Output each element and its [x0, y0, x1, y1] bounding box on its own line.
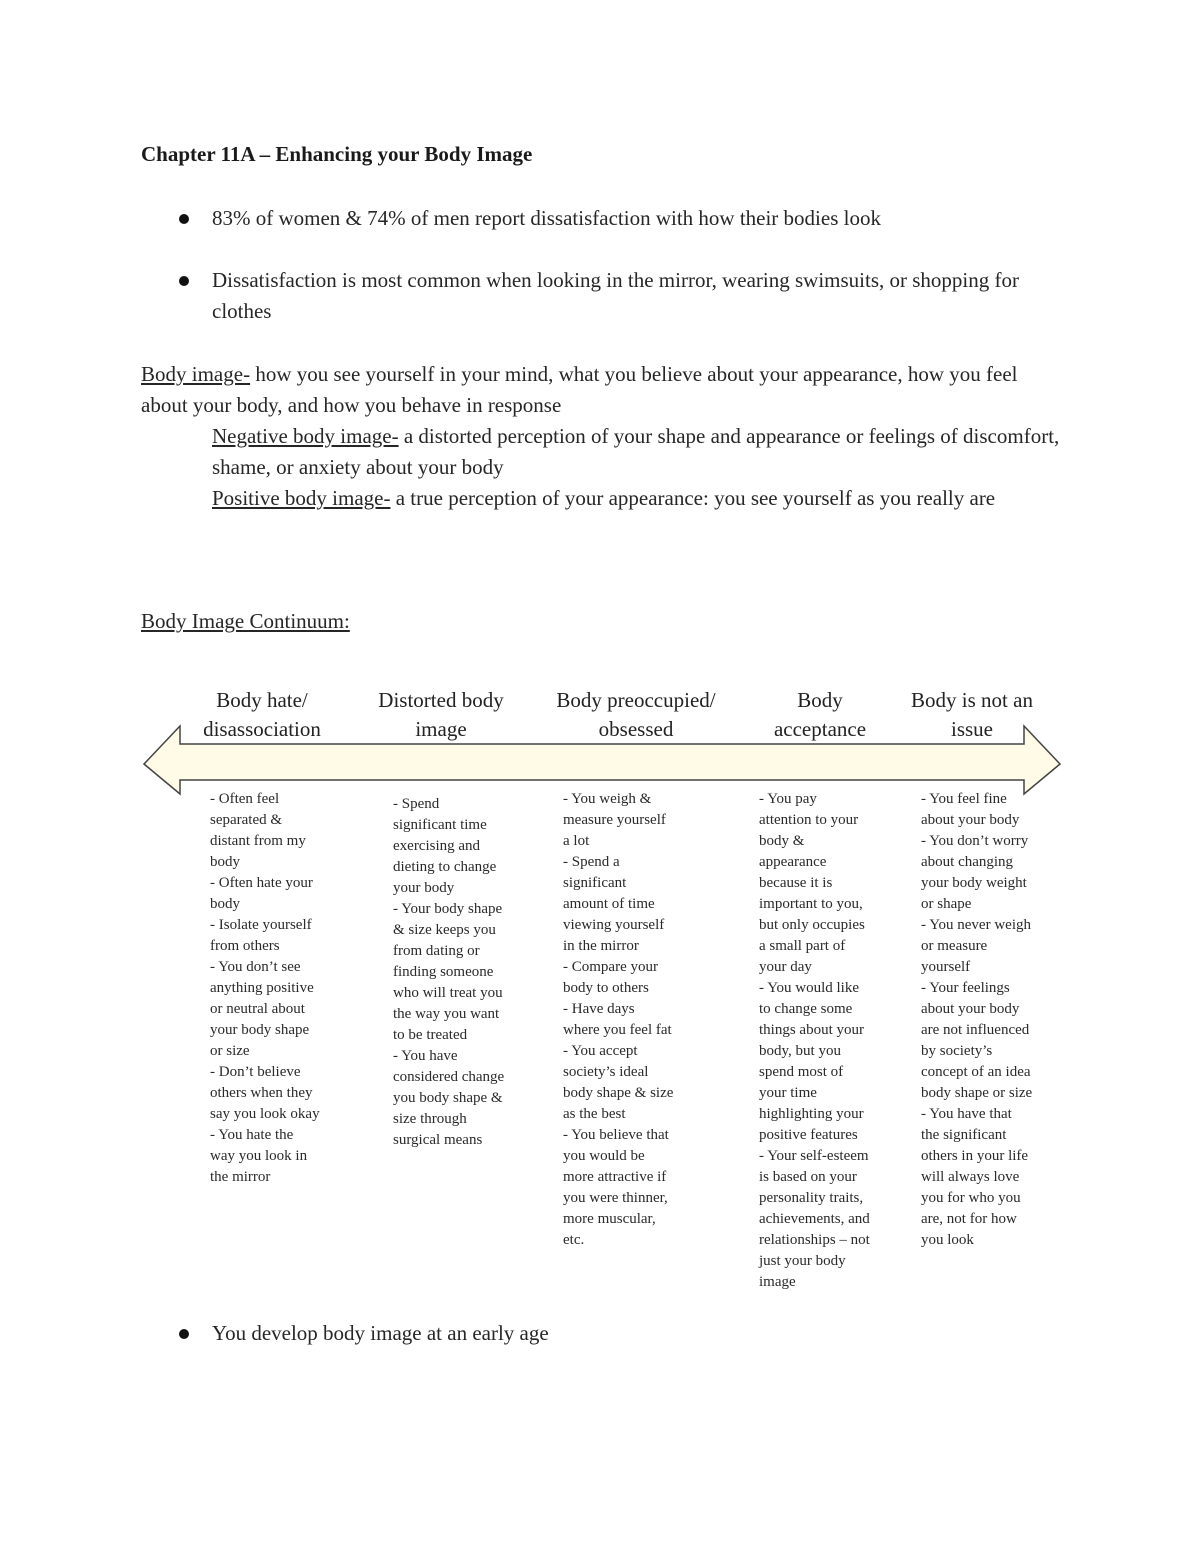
description-line: where you feel fat: [563, 1022, 672, 1038]
list-item-text: You develop body image at an early age: [212, 1321, 549, 1345]
description-line: highlighting your: [759, 1106, 864, 1122]
list-item: [212, 1318, 1072, 1349]
continuum-heading: Body Image Continuum:: [141, 609, 350, 633]
description-line: to be treated: [393, 1027, 468, 1043]
description-line: spend most of: [759, 1064, 844, 1080]
description-line: more muscular,: [563, 1211, 656, 1227]
description-line: but only occupies: [759, 917, 865, 933]
description-line: body: [210, 896, 240, 912]
description-line: positive features: [759, 1127, 858, 1143]
description-line: & size keeps you: [393, 922, 496, 938]
description-line: achievements, and: [759, 1211, 870, 1227]
description-line: - You have that: [921, 1106, 1012, 1122]
description-line: amount of time: [563, 896, 655, 912]
description-line: you would be: [563, 1148, 645, 1164]
description-line: you for who you: [921, 1190, 1021, 1206]
description-line: or neutral about: [210, 1001, 305, 1017]
description-line: - Isolate yourself: [210, 917, 312, 933]
description-line: about your body: [921, 1001, 1020, 1017]
description-line: body: [210, 854, 240, 870]
description-line: significant time: [393, 817, 487, 833]
stage-label-acceptance: Body acceptance: [773, 688, 867, 741]
description-line: image: [759, 1274, 796, 1290]
description-line: finding someone: [393, 964, 494, 980]
definition-term: Body image-: [141, 362, 251, 386]
page-title: Chapter 11A – Enhancing your Body Image: [141, 142, 533, 166]
definition-text: a true perception of your appearance: you see yourself as you really are: [390, 486, 996, 510]
description-line: concept of an idea: [921, 1064, 1031, 1080]
description-line: etc.: [563, 1232, 585, 1248]
description-line: - Spend: [393, 796, 440, 812]
description-line: distant from my: [210, 833, 306, 849]
description-line: - Often feel: [210, 791, 280, 807]
description-line: body to others: [563, 980, 649, 996]
description-line: a lot: [563, 833, 590, 849]
list-item: [212, 265, 1072, 327]
description-line: society’s ideal: [563, 1064, 649, 1080]
description-line: the significant: [921, 1127, 1007, 1143]
stage-description-not-issue: [921, 789, 1032, 1251]
description-line: about changing: [921, 854, 1014, 870]
description-line: separated &: [210, 812, 283, 828]
description-line: viewing yourself: [563, 917, 665, 933]
stage-description-preoccupied: [563, 789, 673, 1251]
description-line: - You don’t see: [210, 959, 301, 975]
description-line: - You have: [393, 1048, 458, 1064]
list-item: [212, 203, 1072, 234]
description-line: attention to your: [759, 812, 859, 828]
definition-text: how you see yourself in your mind, what you believe about your appearance, how you feel about your body, and how you behave in response: [141, 362, 1018, 417]
description-line: - Have days: [563, 1001, 635, 1017]
bullet-icon: [179, 276, 189, 286]
description-line: - You weigh &: [563, 791, 652, 807]
description-line: will always love: [921, 1169, 1020, 1185]
list-item-text: 83% of women & 74% of men report dissatisfaction with how their bodies look: [212, 206, 881, 230]
description-line: - You believe that: [563, 1127, 669, 1143]
description-line: to change some: [759, 1001, 853, 1017]
description-line: are not influenced: [921, 1022, 1030, 1038]
description-line: - Often hate your: [210, 875, 313, 891]
description-line: - You don’t worry: [921, 833, 1029, 849]
description-line: who will treat you: [393, 985, 503, 1001]
description-line: measure yourself: [563, 812, 666, 828]
continuum-double-arrow-icon: [140, 722, 1065, 798]
description-line: the mirror: [210, 1169, 271, 1185]
description-line: - You feel fine: [921, 791, 1007, 807]
stage-label-body-hate: Body hate/ disassociation: [203, 688, 321, 741]
stage-description-distorted: [393, 794, 504, 1151]
description-line: - Don’t believe: [210, 1064, 301, 1080]
description-line: things about your: [759, 1022, 864, 1038]
description-line: - Your feelings: [921, 980, 1010, 996]
stage-label-not-issue: Body is not an issue: [911, 688, 1033, 741]
description-line: the way you want: [393, 1006, 500, 1022]
body-image-definition: [141, 359, 1061, 421]
description-line: important to you,: [759, 896, 863, 912]
description-line: surgical means: [393, 1132, 483, 1148]
negative-body-image-definition: [212, 421, 1067, 483]
definition-text: a distorted perception of your shape and appearance or feelings of discomfort, shame, or anxiety about your body: [212, 424, 1060, 479]
description-line: dieting to change: [393, 859, 497, 875]
description-line: because it is: [759, 875, 833, 891]
description-line: - You never weigh: [921, 917, 1031, 933]
description-line: body shape or size: [921, 1085, 1033, 1101]
description-line: considered change: [393, 1069, 505, 1085]
description-line: - Spend a: [563, 854, 620, 870]
definition-term: Negative body image-: [212, 424, 399, 448]
description-line: more attractive if: [563, 1169, 667, 1185]
definition-term: Positive body image-: [212, 486, 391, 510]
description-line: about your body: [921, 812, 1020, 828]
description-line: significant: [563, 875, 627, 891]
description-line: - You pay: [759, 791, 817, 807]
description-line: - Compare your: [563, 959, 658, 975]
description-line: your body: [393, 880, 455, 896]
description-line: your time: [759, 1085, 817, 1101]
description-line: is based on your: [759, 1169, 857, 1185]
bullet-icon: [179, 214, 189, 224]
description-line: others in your life: [921, 1148, 1029, 1164]
description-line: a small part of: [759, 938, 846, 954]
description-line: body shape & size: [563, 1085, 674, 1101]
list-item-text: Dissatisfaction is most common when looking in the mirror, wearing swimsuits, or shopping for clothes: [212, 268, 1019, 323]
description-line: or measure: [921, 938, 988, 954]
description-line: from others: [210, 938, 280, 954]
description-line: from dating or: [393, 943, 480, 959]
stage-label-preoccupied: Body preoccupied/ obsessed: [556, 688, 716, 741]
description-line: are, not for how: [921, 1211, 1017, 1227]
description-line: yourself: [921, 959, 971, 975]
positive-body-image-definition: [212, 483, 1072, 514]
description-line: appearance: [759, 854, 827, 870]
description-line: by society’s: [921, 1043, 993, 1059]
description-line: relationships – not: [759, 1232, 870, 1248]
description-line: exercising and: [393, 838, 481, 854]
description-line: your body weight: [921, 875, 1027, 891]
description-line: - You hate the: [210, 1127, 294, 1143]
description-line: - Your self-esteem: [759, 1148, 869, 1164]
bullet-icon: [179, 1329, 189, 1339]
description-line: or size: [210, 1043, 250, 1059]
description-line: body &: [759, 833, 805, 849]
description-line: as the best: [563, 1106, 626, 1122]
description-line: way you look in: [210, 1148, 308, 1164]
description-line: say you look okay: [210, 1106, 320, 1122]
description-line: your day: [759, 959, 812, 975]
description-line: or shape: [921, 896, 972, 912]
description-line: body, but you: [759, 1043, 841, 1059]
description-line: you were thinner,: [563, 1190, 668, 1206]
description-line: you look: [921, 1232, 974, 1248]
description-line: anything positive: [210, 980, 314, 996]
description-line: in the mirror: [563, 938, 639, 954]
stage-description-body-hate: [210, 789, 320, 1188]
description-line: - You accept: [563, 1043, 638, 1059]
description-line: you body shape &: [393, 1090, 503, 1106]
description-line: size through: [393, 1111, 467, 1127]
description-line: just your body: [759, 1253, 846, 1269]
description-line: - You would like: [759, 980, 860, 996]
description-line: - Your body shape: [393, 901, 503, 917]
description-line: your body shape: [210, 1022, 310, 1038]
description-line: personality traits,: [759, 1190, 864, 1206]
description-line: others when they: [210, 1085, 313, 1101]
stage-label-distorted: Distorted body image: [378, 688, 504, 741]
stage-description-acceptance: [759, 789, 870, 1293]
